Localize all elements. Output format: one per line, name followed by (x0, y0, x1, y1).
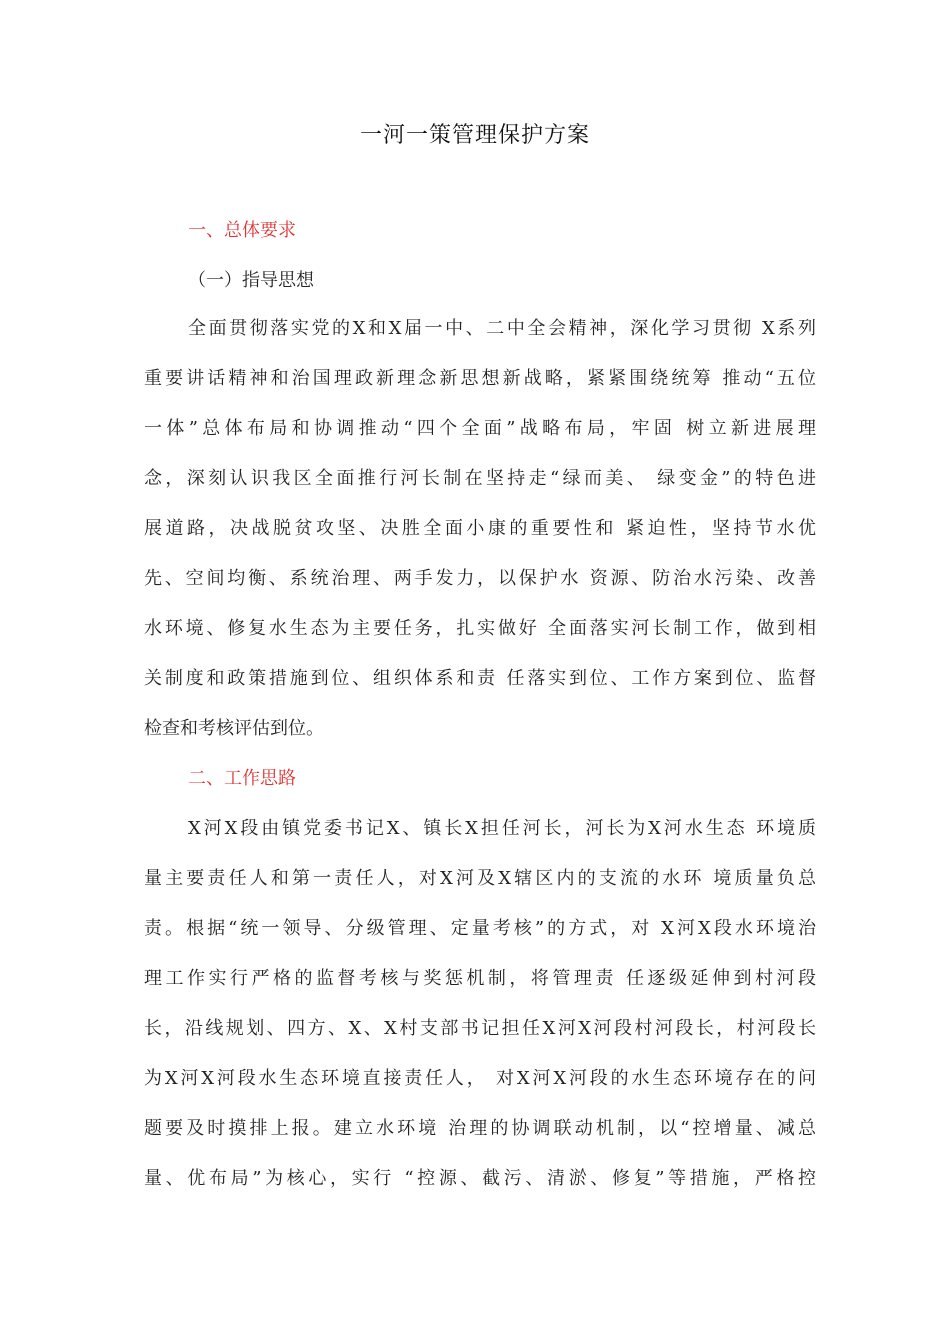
document-title: 一河一策管理保护方案 (359, 123, 590, 148)
section-heading-work-approach: 二、工作思路 (188, 768, 296, 789)
paragraph-line: 长，沿线规划、四方、X、X村支部书记担任X河X河段村河段长，村河段长 (144, 1018, 816, 1039)
paragraph-line: 一体”总体布局和协调推动“四个全面”战略布局，牢固 树立新进展理 (144, 418, 816, 439)
paragraph-line: 题要及时摸排上报。建立水环境 治理的协调联动机制，以“控增量、减总 (144, 1118, 816, 1139)
paragraph-line: 责。根据“统一领导、分级管理、定量考核”的方式，对 X河X段水环境治 (144, 918, 816, 939)
paragraph-line: 展道路，决战脱贫攻坚、决胜全面小康的重要性和 紧迫性，坚持节水优 (144, 518, 816, 539)
paragraph-guiding-thought (144, 304, 816, 754)
subsection-heading-guiding-thought: （一）指导思想 (188, 270, 314, 291)
paragraph-line: 量、优布局”为核心，实行 “控源、截污、清淤、修复”等措施，严格控 (144, 1168, 816, 1189)
paragraph-line: 检查和考核评估到位。 (144, 718, 324, 739)
paragraph-line: 关制度和政策措施到位、组织体系和责 任落实到位、工作方案到位、监督 (144, 668, 816, 689)
paragraph-line: 为X河X河段水生态环境直接责任人， 对X河X河段的水生态环境存在的问 (144, 1068, 816, 1089)
section-heading-overall-requirements: 一、总体要求 (188, 220, 296, 241)
paragraph-line: 重要讲话精神和治国理政新理念新思想新战略，紧紧围绕统筹 推动“五位 (144, 368, 816, 389)
paragraph-line: 先、空间均衡、系统治理、两手发力，以保护水 资源、防治水污染、改善 (144, 568, 816, 589)
paragraph-line: 量主要责任人和第一责任人，对X河及X辖区内的支流的水环 境质量负总 (144, 868, 816, 889)
paragraph-line: X河X段由镇党委书记X、镇长X担任河长，河长为X河水生态 环境质 (188, 818, 816, 839)
paragraph-line: 念，深刻认识我区全面推行河长制在坚持走“绿而美、 绿变金”的特色进 (144, 468, 816, 489)
paragraph-line: 理工作实行严格的监督考核与奖惩机制，将管理责 任逐级延伸到村河段 (144, 968, 816, 989)
paragraph-line: 水环境、修复水生态为主要任务，扎实做好 全面落实河长制工作，做到相 (144, 618, 816, 639)
paragraph-line: 全面贯彻落实党的X和X届一中、二中全会精神，深化学习贯彻 X系列 (188, 318, 816, 339)
paragraph-work-approach (144, 804, 816, 1204)
